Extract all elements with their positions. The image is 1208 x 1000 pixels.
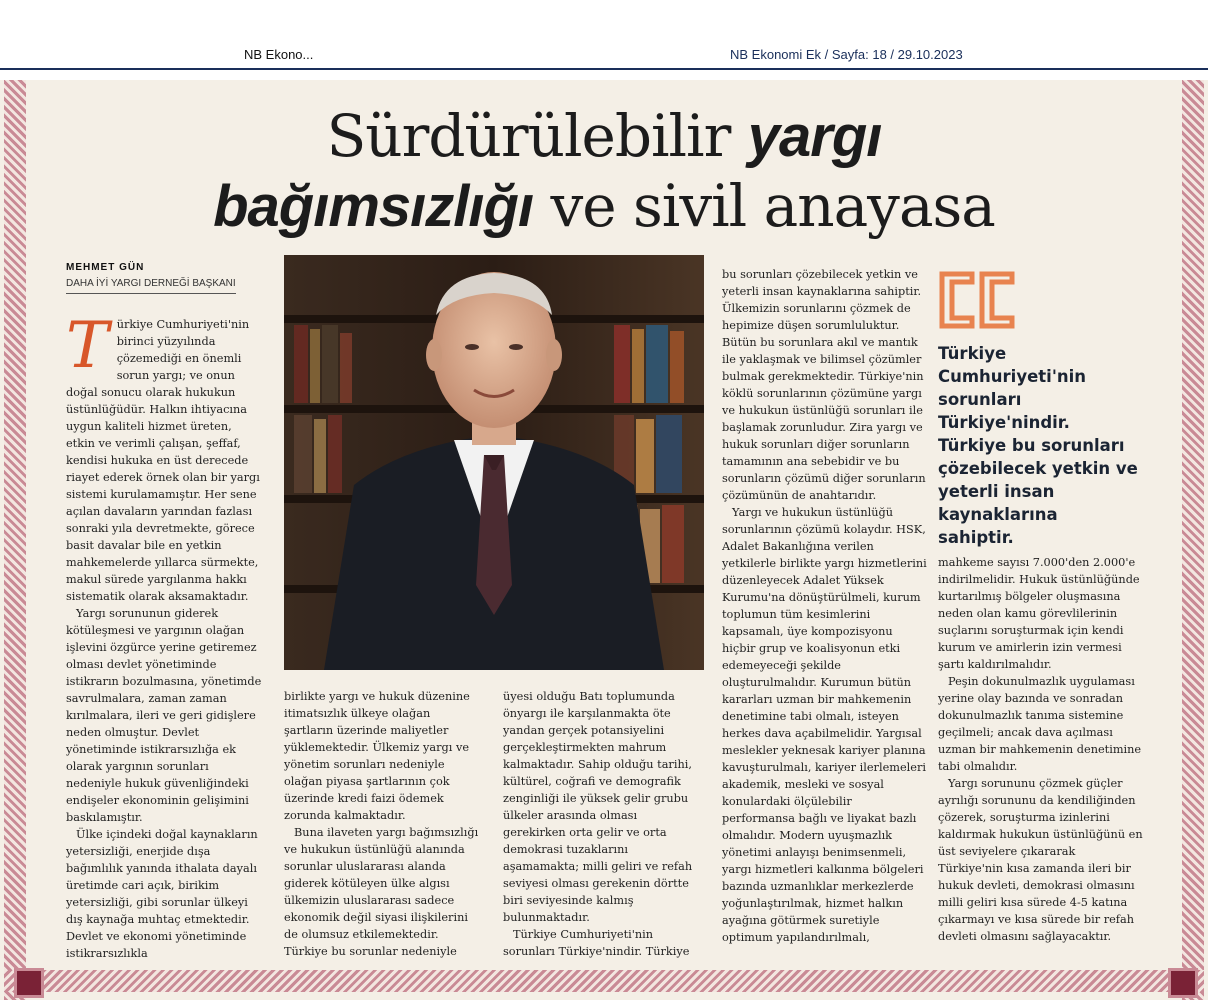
- article-column-1: [66, 309, 262, 962]
- header-rule: [0, 68, 1208, 70]
- paragraph: bu sorunları çözebilecek yetkin ve yeterli insan kaynaklarına sahiptir. Ülkemizin sorunlarını çözmek de hepimize düşen sorumluluktur. Bütün bu sorunlara akıl ve mantık ile yaklaşmak ve bilimsel çözümler bulmak gerekmektedir. Türkiye'nin köklü sorunlarının çözümüne yargı ve hukukun üstünlüğü sorunları ile başlamak zorunludur. Zira yargı ve hukuk sorunları diğer sorunların tamamının ana sebebidir ve bu sorunların çözümü diğer sorunların çözümünün de anahtarıdır.: [722, 268, 926, 502]
- pull-quote: Türkiye Cumhuriyeti'nin sorunları Türkiye'nindir. Türkiye bu sorunları çözebilecek yetkin ve yeterli insan kaynaklarına sahiptir.: [938, 344, 1138, 547]
- ornamental-border-bottom: [4, 970, 1204, 992]
- source-short: NB Ekono...: [244, 47, 314, 62]
- author-title: DAHA İYİ YARGI DERNEĞİ BAŞKANI: [66, 278, 236, 294]
- article-column-2: [284, 688, 482, 960]
- paragraph: Buna ilaveten yargı bağımsızlığı ve hukukun üstünlüğü alanında sorunlar uluslararası alanda giderek kötüleyen ülke algısı ülkemizin uluslararası sadece ekonomik değil siyasi ilişkilerini de olumsuz etkilemektedir. Türkiye bu sorunlar nedeniyle: [284, 826, 479, 958]
- paragraph: ürkiye Cumhuriyeti'nin birinci yüzyılında çözemediği en önemli sorun yargı; ve onun doğal sonucu olarak hukukun üstünlüğüdür. Halkın ihtiyacına uygun kaliteli hizmet üreten, etkin ve verimli çalışan, şeffaf, kendisi hukuka en üst derecede riayet ederek örnek olan bir yargı sistemi kurulamamıştır. Her sene açılan davaların yarından fazlası sonraki yıla devretmekte, görece basit davalar bile en yetkin mahkemelerde yıllarca sürmekte, makul sürede yargılanma hakkı sistematik olarak aksamaktadır.: [66, 318, 260, 603]
- paragraph: Peşin dokunulmazlık uygulaması yerine olay bazında ve sonradan dokunulmazlık tanıma sistemine geçilmeli; ancak dava açılması uzman bir mahkemenin denetimine tabi olmalıdır.: [938, 675, 1142, 773]
- author-portrait-photo: [284, 255, 704, 670]
- paragraph: Yargı ve hukukun üstünlüğü sorunlarının çözümü kolaydır. HSK, Adalet Bakanlığına verilen yetkilerle birlikte yargı hizmetlerini düzenleyecek Adalet Yüksek Kurumu'na dönüştürülmeli, kurum toplumun tüm kesimlerini kapsamalı, üye kompozisyonu hiçbir grup ve koalisyonun etki edemeyeceği şekilde oluşturulmalıdır. Kurumun bütün kararları uzman bir mahkemenin denetimine tabi olmalı, isteyen herkes dava açabilmelidir. Yargısal meslekler yeknesak kariyer planına kavuşturulmalı, kariyer ilerlemeleri akademik, mesleki ve sosyal konulardaki ölçülebilir performansa bağlı ve liyakat bazlı olmalıdır. Modern uyuşmazlık yönetimi anlayışı benimsenmeli, yargı hizmetleri kalkınma bölgeleri bazında uzmanlıklar merkezlerde yoğunlaştırılmak, hizmet halkın ayağına götürmek suretiyle optimum yapılandırılmalı,: [722, 506, 927, 944]
- paragraph: Türkiye Cumhuriyeti'nin sorunları Türkiye'nindir. Türkiye: [503, 928, 690, 958]
- source-page-date: NB Ekonomi Ek / Sayfa: 18 / 29.10.2023: [730, 47, 963, 62]
- corner-ornament-left: [14, 968, 44, 998]
- newspaper-page: [0, 80, 1208, 1000]
- paragraph: Yargı sorununu çözmek güçler ayrılığı sorununu da kendiliğinden çözerek, soruşturma izinlerini kaldırmak hukukun üstünlüğünü en üst seviyelere çıkararak Türkiye'nin kısa zamanda ileri bir hukuk devleti, demokrasi olmasını milli geliri kısa sürede 4-5 katına çıkarmayı ve kısa sürede bir refah devleti olmasını sağlayacaktır.: [938, 777, 1143, 943]
- corner-ornament-right: [1168, 968, 1198, 998]
- author-name: MEHMET GÜN: [66, 262, 145, 273]
- article-column-5: [938, 554, 1143, 945]
- paragraph: üyesi olduğu Batı toplumunda önyargı ile karşılanmakta öte yandan gerçek potansiyelini gerçekleştirmekten mahrum kalmaktadır. Sahip olduğu tarihi, kültürel, coğrafi ve demografik zenginliği ile yüksek gelir grubu ülkeler arasında olması gerekirken orta gelir ve orta demokrasi tuzaklarını aşamamakta; milli geliri ve refah seviyesi olması gerekenin dörtte biri seviyesinde kalmış bulunmaktadır.: [503, 690, 693, 924]
- clipping-header: [0, 0, 1208, 70]
- quote-icon: [938, 270, 1018, 330]
- paragraph: Ülke içindeki doğal kaynakların yetersizliği, enerjide dışa bağımlılık yanında ithalata dayalı üretimde cari açık, birikim yetersizliği, gibi sorunlar ülkeyi dış kaynağa muhtaç etmektedir. Devlet ve ekonomi yönetiminde istikrarsızlıkla: [66, 828, 258, 960]
- paragraph: birlikte yargı ve hukuk düzenine itimatsızlık ülkeye olağan şartların üzerinde maliyetler yüklemektedir. Ülkemiz yargı ve yönetim sorunları nedeniyle olağan piyasa şartlarının çok üzerinde kredi faizi ödemek zorunda kalmaktadır.: [284, 690, 470, 822]
- article-column-3: [503, 688, 703, 960]
- headline-line-1: Sürdürülebilir yargı: [326, 102, 882, 170]
- dropcap-letter: T: [66, 309, 109, 383]
- article-column-4: [722, 266, 927, 946]
- paragraph: mahkeme sayısı 7.000'den 2.000'e indirilmelidir. Hukuk üstünlüğünde kurtarılmış bölgeler oluşmasına neden olan kamu görevlilerinin suçlarını soruşturmak için kendi kurum ve amirlerin izin vermesi şartı kaldırılmalıdır.: [938, 556, 1140, 671]
- paragraph: Yargı sorununun giderek kötüleşmesi ve yargının olağan işlevini özgürce yerine getiremez olması devlet yönetiminde istikrarın bozulmasına, yönetimde savrulmalara, zaman zaman kırılmalara, ileri ve geri gidişlere neden olmuştur. Devlet yönetiminde istikrarsızlığa ek olarak yargının sorunları nedeniyle hukuk güvenliğindeki endişeler ekonominin gelişimini baskılamıştır.: [66, 607, 262, 824]
- headline-line-2: bağımsızlığı ve sivil anayasa: [213, 172, 995, 240]
